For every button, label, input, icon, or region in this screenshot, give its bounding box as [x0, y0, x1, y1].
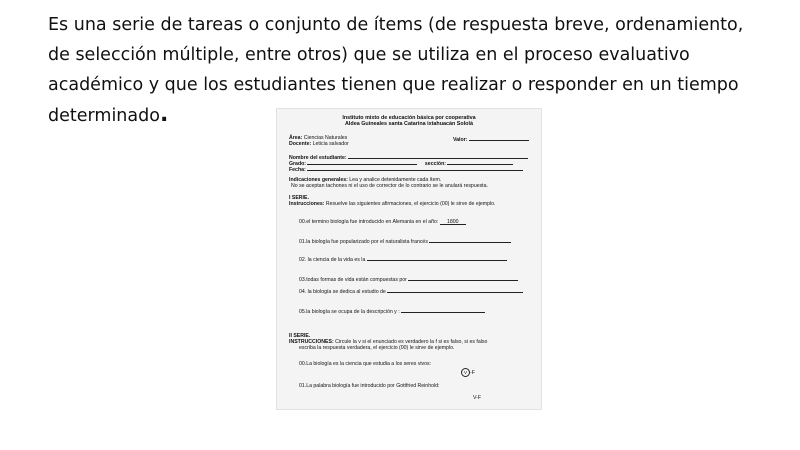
school-name-line1: Instituto mixto de educación básica por cooperativa — [342, 115, 476, 121]
valor-row — [453, 135, 529, 143]
serie2-title: II SERIE. — [289, 333, 311, 339]
question-03-blank — [408, 275, 518, 281]
question-01-blank — [429, 237, 511, 243]
circled-v: V — [461, 368, 470, 377]
question-00-text: 00.el termino biología fue introducido en Alemania en el año: — [299, 219, 439, 225]
seccion-label: sección: — [424, 161, 446, 167]
serie2-question-01: 01.La palabra biología fue introducido por Gottfried Reinhold: — [299, 383, 440, 389]
nombre-label: Nombre del estudiante: — [289, 155, 347, 161]
question-00-answer: 1800 — [440, 219, 466, 225]
slide-paragraph-text: Es una serie de tareas o conjunto de ítems (de respuesta breve, ordenamiento, de selección múltiple, entre otros) que se utiliza en el proceso evaluativo académico y que los estudiantes tienen que realizar o responder en un tiempo determinado — [48, 15, 744, 126]
docente-row — [289, 141, 349, 147]
school-name-line2: Aldea Guineales santa Catarina ixtahuacán Sololá — [345, 121, 473, 127]
indicaciones-text: Lea y analice detenidamente cada ítem. — [349, 177, 442, 183]
area-label: Área: — [289, 135, 303, 141]
serie1-instr-label: Instrucciones: — [289, 201, 325, 207]
question-05-text: 05.la biología se ocupa de la descripción y : — [299, 309, 400, 315]
indicaciones-text-2: No se aceptan tachones ni el uso de corrector de lo contrario se le anulará respuesta. — [291, 183, 488, 189]
question-04-blank — [387, 287, 523, 293]
question-01 — [299, 237, 511, 245]
serie2-question-00: 00.La biología es la ciencia que estudia a los seres vivos: — [299, 361, 432, 367]
exam-document-image — [276, 108, 542, 410]
serie1-instr-text: Resuelve las siguientes afirmaciones, el ejercicio (00) le sirve de ejemplo. — [325, 201, 496, 207]
indicaciones-label: Indicaciones generales: — [289, 177, 348, 183]
serie2-instr-label: INSTRUCCIONES: — [289, 339, 334, 345]
grado-label: Grado: — [289, 161, 307, 167]
question-05 — [299, 307, 485, 315]
question-00 — [299, 219, 466, 225]
serie2-question-00-answer — [461, 368, 475, 377]
serie2-instructions-2: escriba la respuesta verdadera, el ejercicio (00) le sirve de ejemplo. — [299, 345, 455, 351]
question-04-text: 04. la biología se dedica al estudio de — [299, 289, 386, 295]
serie2-q00-f: -F — [470, 370, 475, 376]
question-02-text: 02. la ciencia de la vida es la — [299, 257, 366, 263]
question-02-blank — [367, 255, 507, 261]
serie2-instr-text: Circule la v si el enunciado es verdadero la f si es falso, si es falso — [335, 339, 488, 345]
question-03 — [299, 275, 518, 283]
serie1-title: I SERIE. — [289, 195, 309, 201]
question-04 — [299, 287, 523, 295]
docente-label: Docente: — [289, 141, 312, 147]
serie1-instructions — [289, 201, 495, 207]
question-03-text: 03.todas formas de vida están compuestas por — [299, 277, 407, 283]
question-05-blank — [401, 307, 485, 313]
fecha-blank — [307, 165, 523, 171]
fecha-label: Fecha: — [289, 167, 306, 173]
question-01-text: 01.la biología fue popularizado por el naturalista francés — [299, 239, 428, 245]
fecha-row — [289, 165, 523, 173]
serie2-question-01-vf: V-F — [473, 395, 482, 401]
valor-blank — [469, 135, 529, 141]
question-02 — [299, 255, 507, 263]
valor-label: Valor: — [453, 137, 468, 143]
slide-paragraph-end: . — [159, 102, 169, 127]
docente-value: Leticia salvador — [312, 141, 349, 147]
area-value: Ciencias Naturales — [303, 135, 348, 141]
